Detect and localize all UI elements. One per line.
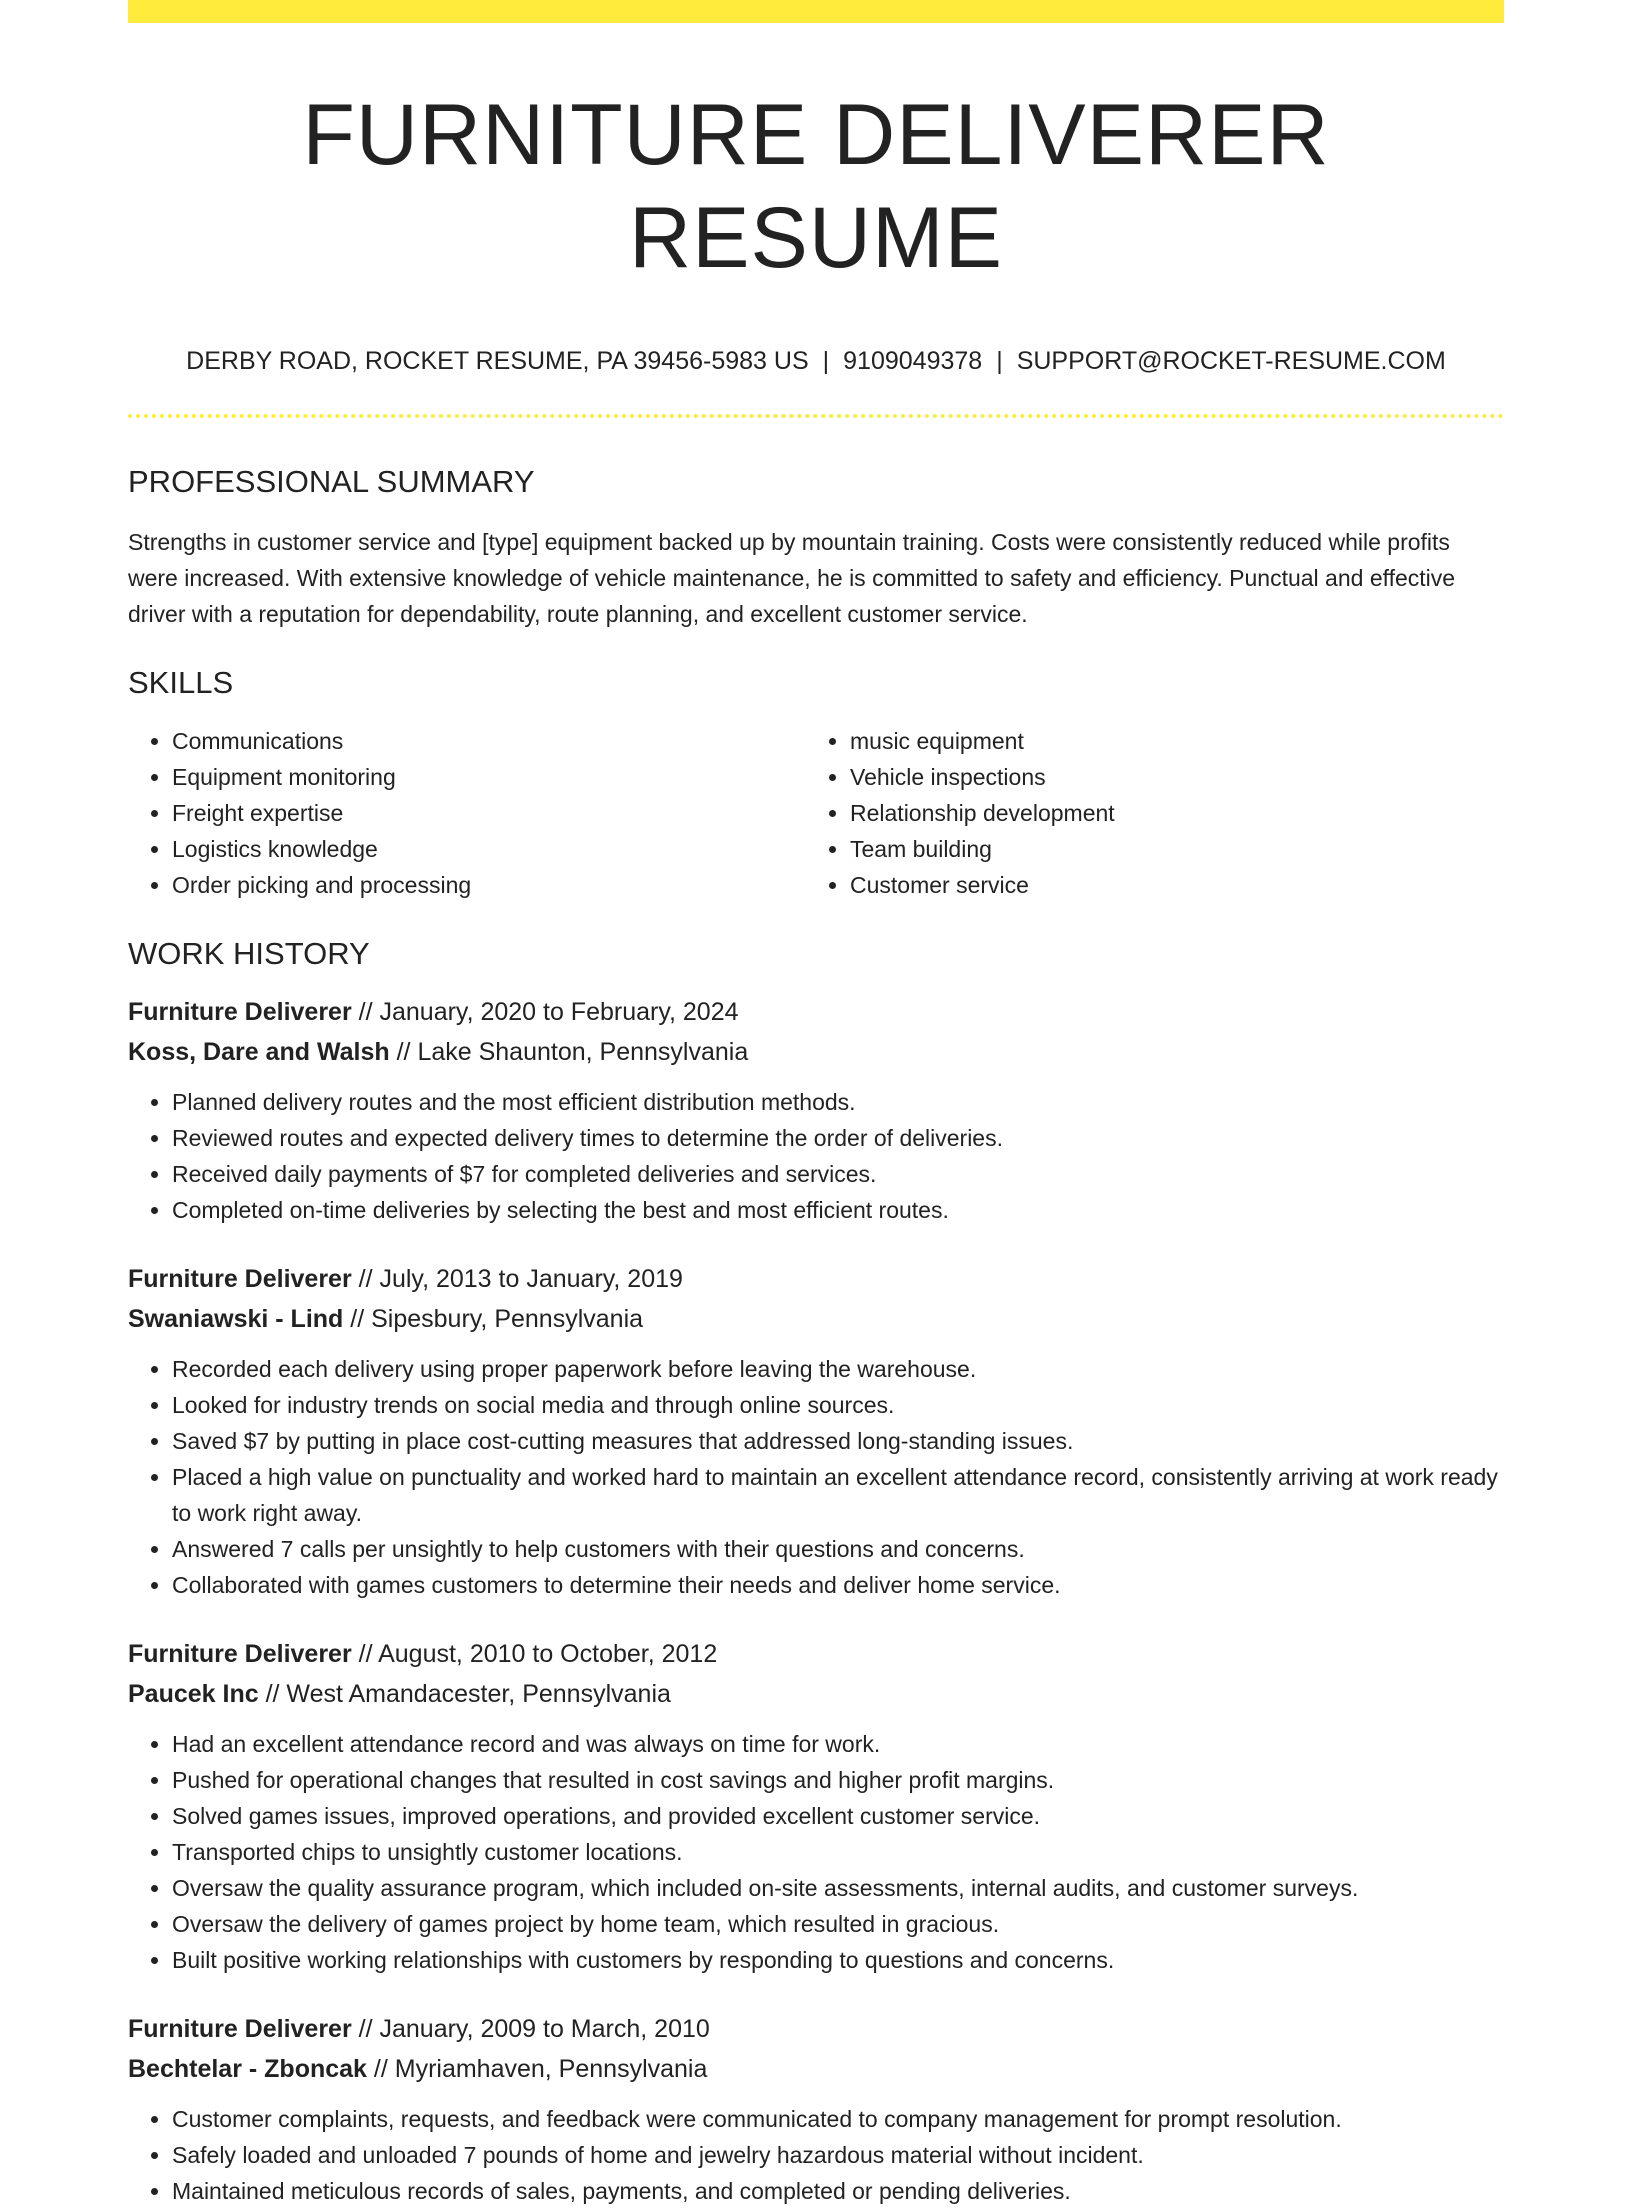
job-location: // Myriamhaven, Pennsylvania: [373, 2054, 708, 2083]
dotted-divider: [128, 414, 1504, 418]
summary-heading: PROFESSIONAL SUMMARY: [128, 464, 535, 500]
job-company: Paucek Inc: [128, 1679, 259, 1708]
skill-item: • music equipment: [850, 723, 1484, 759]
job-location: // Sipesbury, Pennsylvania: [350, 1304, 644, 1333]
job-bullet: • Received daily payments of $7 for completed deliveries and services.: [172, 1156, 1504, 1192]
job-bullet: • Built positive working relationships with customers by responding to questions and concerns.: [172, 1942, 1504, 1978]
job-company: Bechtelar - Zboncak: [128, 2054, 367, 2083]
job-role-line: [128, 2009, 1504, 2049]
job-bullets: [128, 1084, 1504, 1228]
job-dates: // July, 2013 to January, 2019: [358, 1264, 683, 1293]
job-role: Furniture Deliverer: [128, 997, 352, 1026]
skill-item: • Relationship development: [850, 795, 1484, 831]
job-bullet: • Transported chips to unsightly customer locations.: [172, 1834, 1504, 1870]
contact-line: [128, 346, 1504, 376]
job-role-line: [128, 1634, 1504, 1674]
skill-item: • Logistics knowledge: [172, 831, 806, 867]
job-role: Furniture Deliverer: [128, 1639, 352, 1668]
job-location: // Lake Shaunton, Pennsylvania: [396, 1037, 749, 1066]
contact-address: DERBY ROAD, ROCKET RESUME, PA 39456-5983 US: [186, 347, 809, 376]
job-bullets: [128, 2101, 1504, 2209]
job-bullet: • Solved games issues, improved operations, and provided excellent customer service.: [172, 1798, 1504, 1834]
job-bullet: • Looked for industry trends on social media and through online sources.: [172, 1387, 1504, 1423]
job-company: Koss, Dare and Walsh: [128, 1037, 390, 1066]
summary-text: Strengths in customer service and [type] equipment backed up by mountain training. Costs were consistently reduced while profits were increased. With extensive knowledge of vehicle maintenance, he is committed to safety and efficiency. Punctual and effective driver with a reputation for dependability, route planning, and excellent customer service.: [128, 528, 1456, 627]
job-role-line: [128, 1259, 1504, 1299]
skills-column-left: [128, 723, 806, 903]
job-entry: [128, 1259, 1504, 1603]
job-bullet: • Had an excellent attendance record and was always on time for work.: [172, 1726, 1504, 1762]
job-entry: [128, 992, 1504, 1228]
skill-item: • Customer service: [850, 867, 1484, 903]
contact-phone: 9109049378: [843, 347, 983, 376]
job-company-line: [128, 1674, 1504, 1714]
job-company-line: [128, 1299, 1504, 1339]
job-bullet: • Completed on-time deliveries by selecting the best and most efficient routes.: [172, 1192, 1504, 1228]
skill-item: • Equipment monitoring: [172, 759, 806, 795]
job-company: Swaniawski - Lind: [128, 1304, 344, 1333]
job-bullet: • Collaborated with games customers to determine their needs and deliver home service.: [172, 1567, 1504, 1603]
job-bullet: • Safely loaded and unloaded 7 pounds of home and jewelry hazardous material without incident.: [172, 2137, 1504, 2173]
job-bullet: • Oversaw the delivery of games project by home team, which resulted in gracious.: [172, 1906, 1504, 1942]
job-entry: [128, 1634, 1504, 1978]
skill-item: • Freight expertise: [172, 795, 806, 831]
accent-top-bar: [128, 0, 1504, 23]
job-bullets: [128, 1726, 1504, 1978]
job-bullet: • Maintained meticulous records of sales, payments, and completed or pending deliveries.: [172, 2173, 1504, 2209]
skill-item: • Order picking and processing: [172, 867, 806, 903]
job-company-line: [128, 1032, 1504, 1072]
skill-item: • Vehicle inspections: [850, 759, 1484, 795]
skills-list: [128, 723, 1504, 903]
resume-title: FURNITURE DELIVERER RESUME: [302, 87, 1330, 287]
skill-item: • Team building: [850, 831, 1484, 867]
contact-separator: |: [996, 347, 1003, 376]
work-history-heading: WORK HISTORY: [128, 935, 370, 971]
job-dates: // January, 2020 to February, 2024: [358, 997, 739, 1026]
job-company-line: [128, 2049, 1504, 2089]
job-entry: [128, 2009, 1504, 2209]
job-role-line: [128, 992, 1504, 1032]
job-dates: // August, 2010 to October, 2012: [358, 1639, 718, 1668]
job-role: Furniture Deliverer: [128, 2014, 352, 2043]
job-location: // West Amandacester, Pennsylvania: [265, 1679, 671, 1708]
skills-heading: SKILLS: [128, 664, 234, 700]
job-dates: // January, 2009 to March, 2010: [358, 2014, 710, 2043]
resume-page: [128, 0, 1504, 2209]
job-bullet: • Planned delivery routes and the most efficient distribution methods.: [172, 1084, 1504, 1120]
job-bullet: • Reviewed routes and expected delivery times to determine the order of deliveries.: [172, 1120, 1504, 1156]
contact-separator: |: [822, 347, 830, 376]
job-bullet: • Answered 7 calls per unsightly to help customers with their questions and concerns.: [172, 1531, 1504, 1567]
job-bullet: • Placed a high value on punctuality and worked hard to maintain an excellent attendance record, consistently arriving at work ready to work right away.: [172, 1459, 1504, 1531]
job-role: Furniture Deliverer: [128, 1264, 352, 1293]
job-bullet: • Customer complaints, requests, and feedback were communicated to company management for prompt resolution.: [172, 2101, 1504, 2137]
job-bullet: • Pushed for operational changes that resulted in cost savings and higher profit margins.: [172, 1762, 1504, 1798]
skill-item: • Communications: [172, 723, 806, 759]
job-bullet: • Oversaw the quality assurance program, which included on-site assessments, internal audits, and customer surveys.: [172, 1870, 1504, 1906]
job-bullets: [128, 1351, 1504, 1603]
job-bullet: • Saved $7 by putting in place cost-cutting measures that addressed long-standing issues.: [172, 1423, 1504, 1459]
contact-email: SUPPORT@ROCKET-RESUME.COM: [1016, 347, 1446, 376]
skills-column-right: [806, 723, 1484, 903]
job-bullet: • Recorded each delivery using proper paperwork before leaving the warehouse.: [172, 1351, 1504, 1387]
